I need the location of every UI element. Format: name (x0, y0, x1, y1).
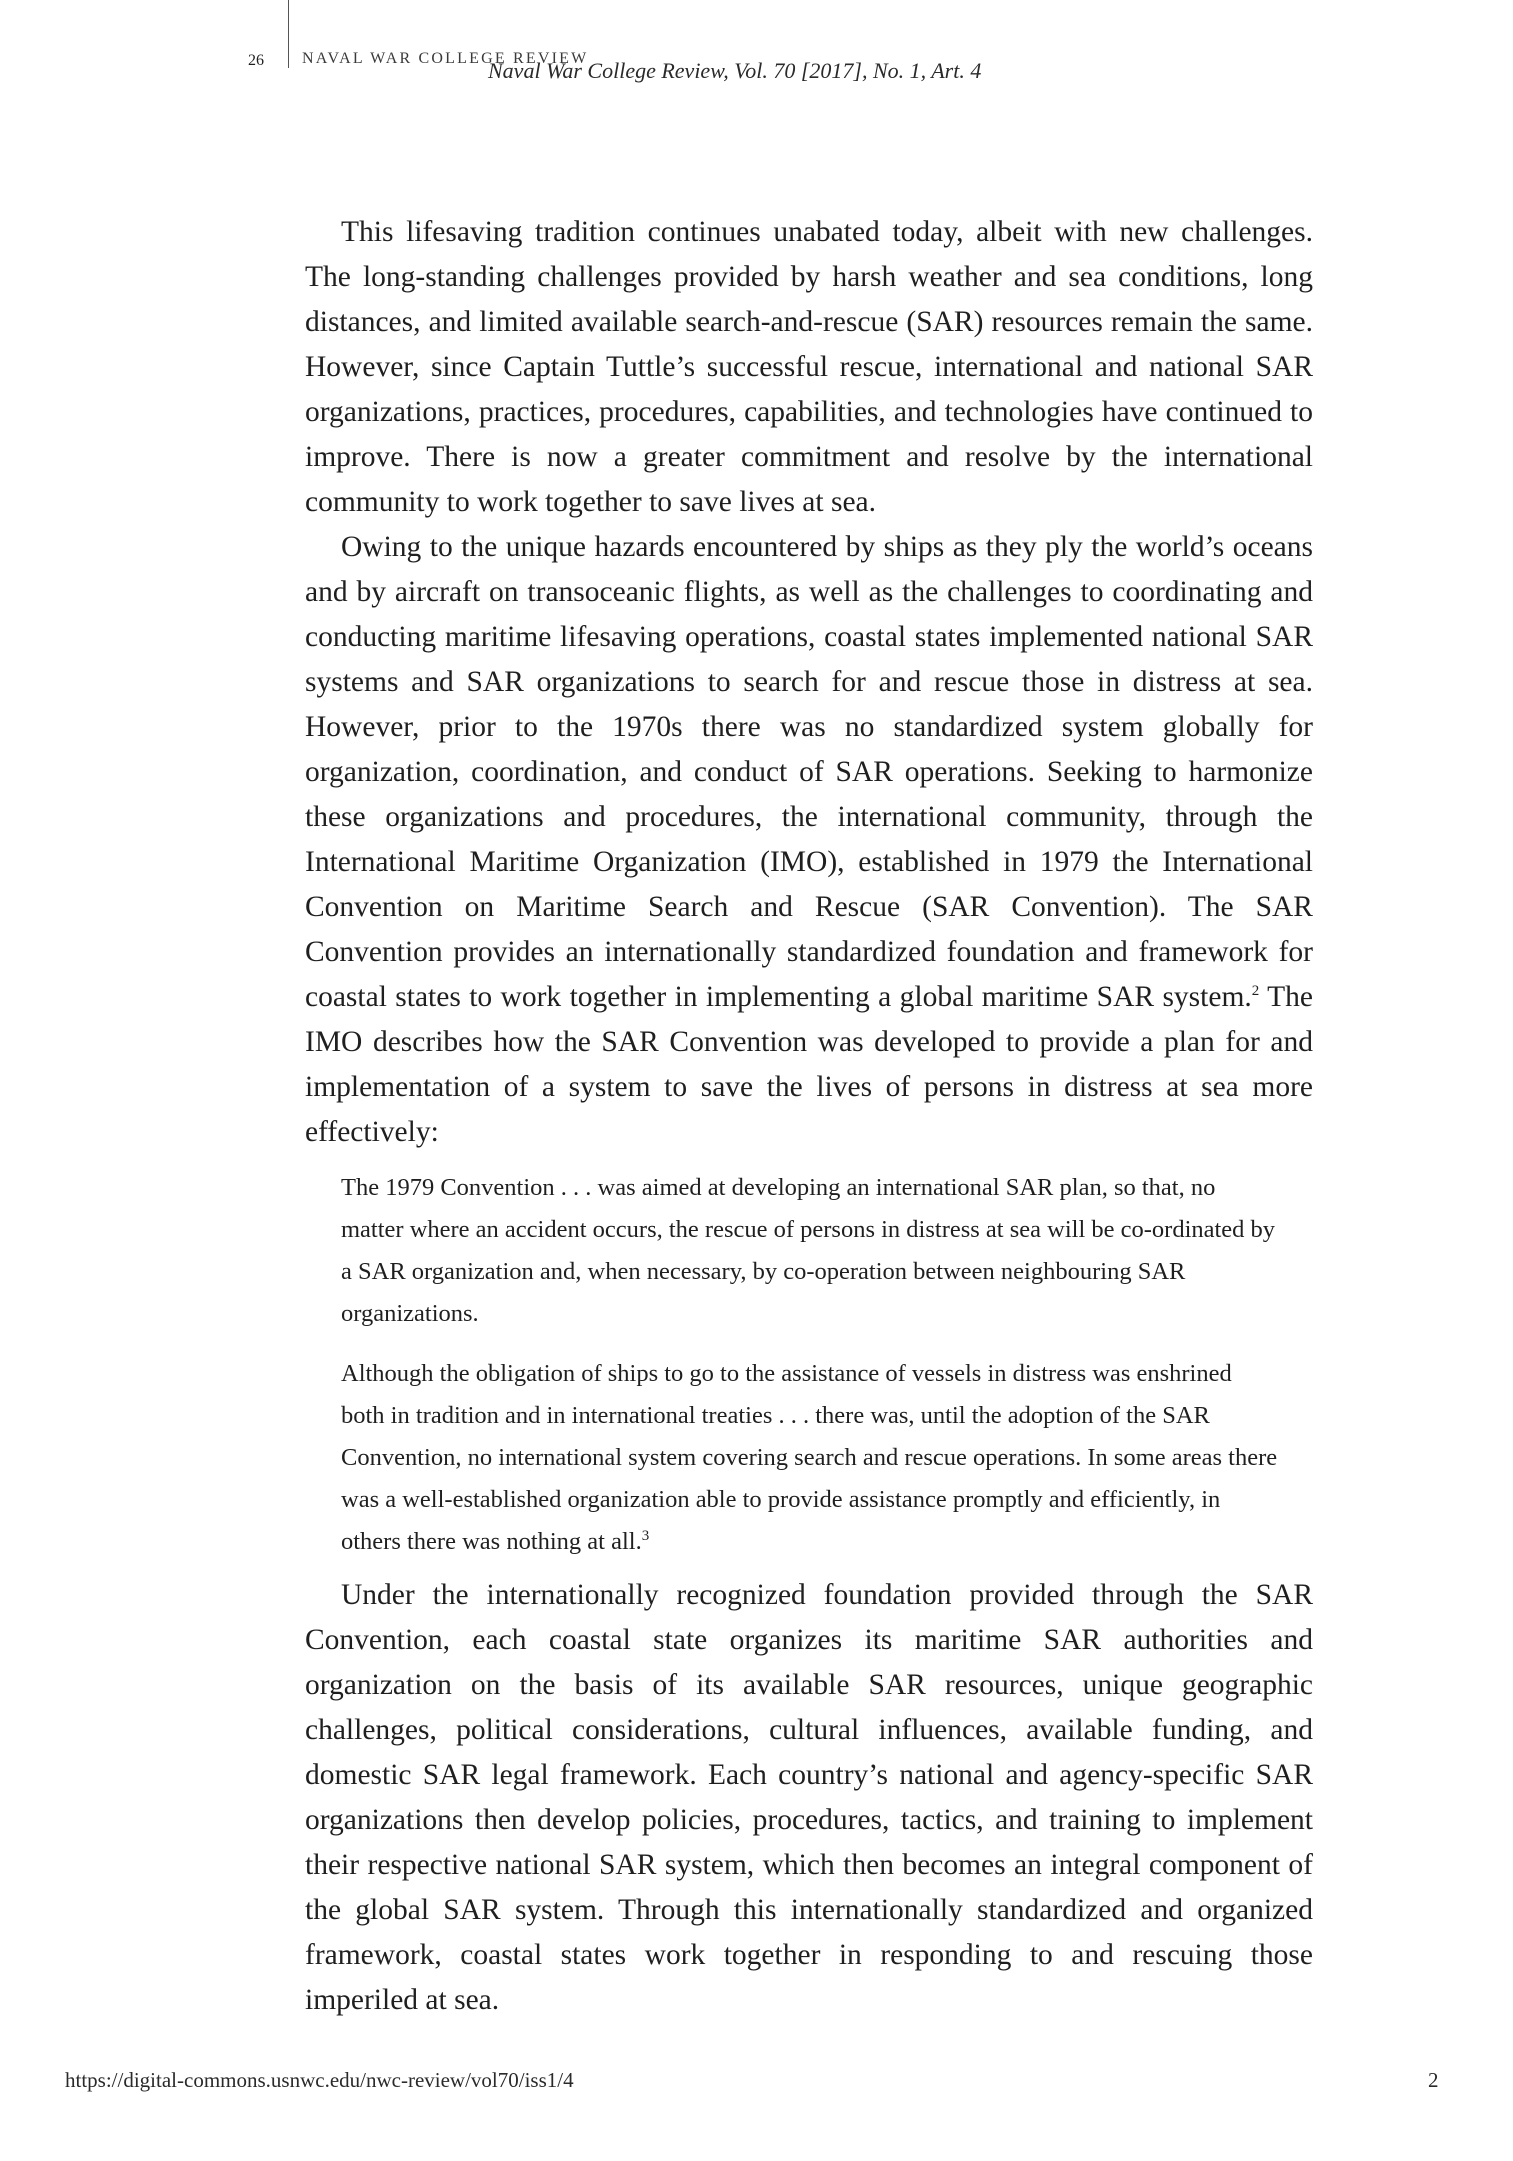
paragraph-1: This lifesaving tradition continues unabated today, albeit with new challenges. The long-standing challenges provided by harsh weather and sea conditions, long distances, and limited available search-and-rescue (SAR) resources remain the same. However, since Captain Tuttle’s successful rescue, international and national SAR organizations, practices, procedures, capabilities, and technologies have continued to improve. There is now a greater commitment and resolve by the international community to work together to save lives at sea. (305, 216, 1313, 518)
paragraph-2-text: Owing to the unique hazards encountered by ships as they ply the world’s oceans and by aircraft on transoceanic flights, as well as the challenges to coordinating and conducting maritime lifesaving operations, coastal states implemented national SAR systems and SAR organizations to search for and rescue those in distress at sea. However, prior to the 1970s there was no standardized system globally for organization, coordination, and conduct of SAR operations. Seeking to harmonize these organizations and procedures, the international community, through the International Maritime Organization (IMO), established in 1979 the International Convention on Maritime Search and Rescue (SAR Convention). The SAR Convention provides an internationally standardized foundation and framework for coastal states to work together in implementing a global maritime SAR system. (305, 531, 1313, 1013)
quote-paragraph-2 (341, 1353, 1281, 1563)
paragraph-2 (305, 525, 1313, 1155)
quote-paragraph-1: The 1979 Convention . . . was aimed at developing an international SAR plan, so that, no matter where an accident occurs, the rescue of persons in distress at sea will be co-ordinated by a SAR organization and, when necessary, by co-operation between neighbouring SAR organizations. (341, 1174, 1276, 1327)
paragraph-2-tail: The IMO describes how the SAR Convention was developed to provide a plan for and implementation of a system to save the lives of persons in distress at sea more effectively: (305, 981, 1313, 1148)
running-head-journal-title: NAVAL WAR COLLEGE REVIEW (302, 50, 589, 67)
footnote-ref-2[interactable]: 2 (1251, 983, 1260, 1000)
header-divider (288, 0, 289, 68)
page-number: 26 (248, 52, 264, 69)
citation-header: Naval War College Review, Vol. 70 [2017], No. 1, Art. 4 (488, 58, 982, 83)
footer-page-number: 2 (1428, 2068, 1439, 2092)
quote-paragraph-2-text: Although the obligation of ships to go to the assistance of vessels in distress was enshrined both in tradition and in international treaties . . . there was, until the adoption of the SAR Convention, no international system covering search and rescue operations. In some areas there was a well-established organization able to provide assistance promptly and efficiently, in others there was nothing at all. (341, 1360, 1278, 1555)
footnote-ref-3[interactable]: 3 (641, 1527, 650, 1544)
article-body (305, 210, 1313, 2023)
block-quote (341, 1167, 1281, 1563)
paragraph-3: Under the internationally recognized foundation provided through the SAR Convention, each coastal state organizes its maritime SAR authorities and organization on the basis of its available SAR resources, unique geographic challenges, political considerations, cultural influences, available funding, and domestic SAR legal framework. Each country’s national and agency-specific SAR organizations then develop policies, procedures, tactics, and training to implement their respective national SAR system, which then becomes an integral component of the global SAR system. Through this internationally standardized and organized framework, coastal states work together in responding to and rescuing those imperiled at sea. (305, 1579, 1313, 2016)
footer-url-link[interactable]: https://digital-commons.usnwc.edu/nwc-review/vol70/iss1/4 (65, 2068, 574, 2092)
